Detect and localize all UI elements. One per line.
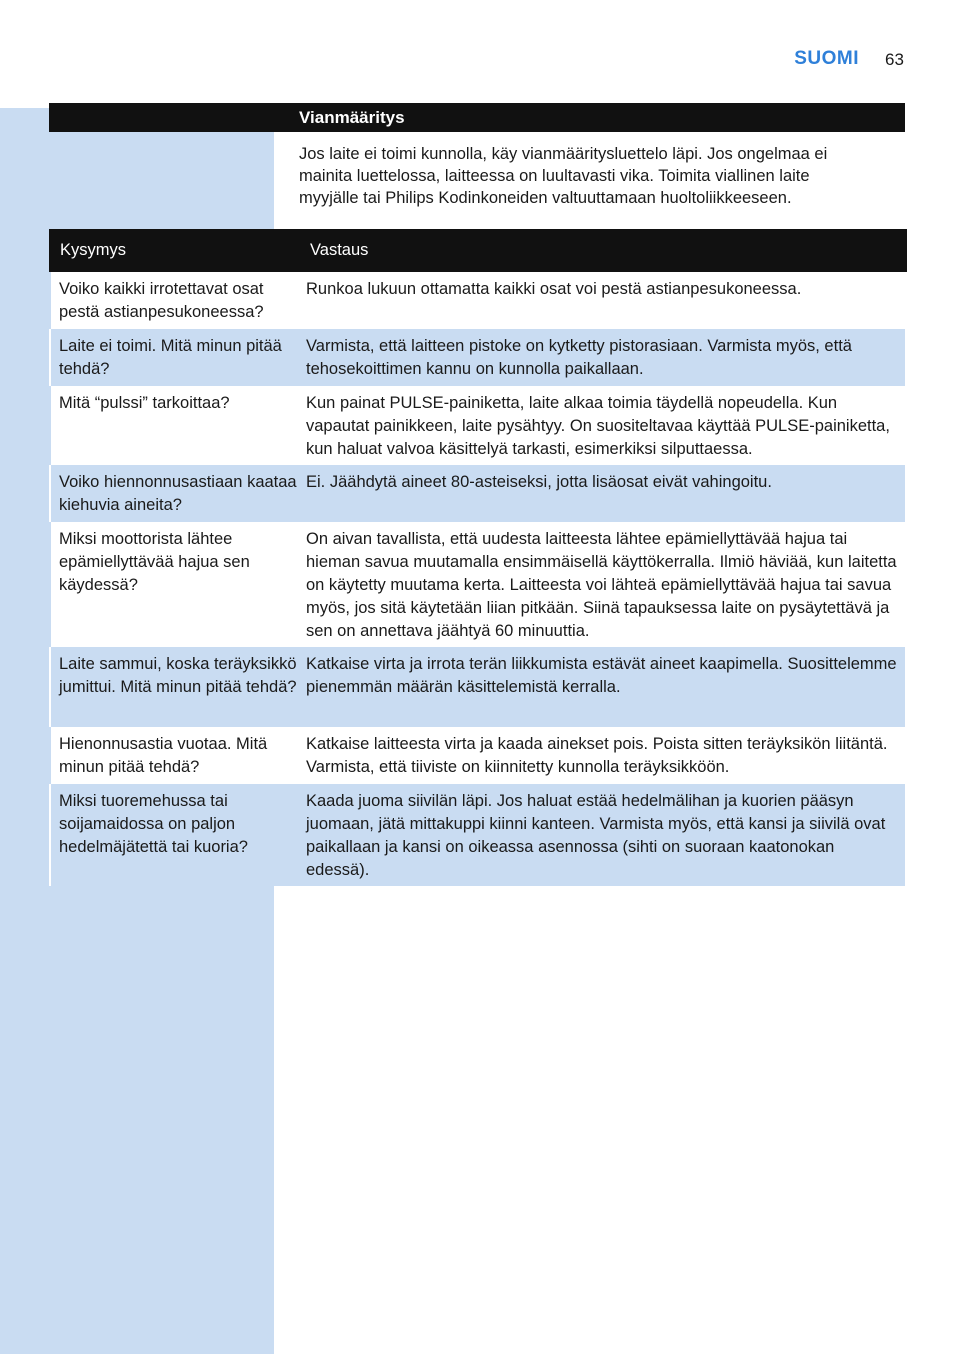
answer-cell: Varmista, että laitteen pistoke on kytketty pistorasiaan. Varmista myös, että tehosekoittimen kannu on kunnolla paikallaan. <box>306 337 852 378</box>
table-row <box>49 727 907 784</box>
table-row <box>49 647 907 727</box>
column-header-answer: Vastaus <box>310 241 369 259</box>
answer-cell: Kaada juoma siivilän läpi. Jos haluat estää hedelmälihan ja kuorien pääsyn juomaan, jätä mittakuppi kiinni kanteen. Varmista myös, että kansi ja siivilä ovat paikallaan ja kansi on oikeassa asennossa (sihti on suoraan kaatonokan edessä). <box>306 792 886 879</box>
answer-cell: Kun painat PULSE-painiketta, laite alkaa toimia täydellä nopeudella. Kun vapautat painikkeen, laite pysähtyy. On suositeltavaa käyttää PULSE-painiketta, kun haluat valvoa käsittelyä tarkasti, esimerkiksi silputtaessa. <box>306 394 890 458</box>
table-row <box>49 386 907 465</box>
question-cell: Hienonnusastia vuotaa. Mitä minun pitää tehdä? <box>59 735 268 776</box>
table-row <box>49 465 907 522</box>
answer-cell: Katkaise virta ja irrota terän liikkumista estävät aineet kaapimella. Suosittelemme pienemmän määrän käsittelemistä kerralla. <box>306 655 897 696</box>
language-label: SUOMI <box>794 48 859 69</box>
section-title-bar <box>49 103 905 132</box>
answer-cell: Ei. Jäähdytä aineet 80-asteiseksi, jotta lisäosat eivät vahingoitu. <box>306 473 772 491</box>
question-cell: Voiko hiennonnusastiaan kaataa kiehuvia aineita? <box>59 473 297 514</box>
section-title: Vianmääritys <box>299 108 405 127</box>
answer-cell: Runkoa lukuun ottamatta kaikki osat voi pestä astianpesukoneessa. <box>306 280 802 298</box>
answer-cell: On aivan tavallista, että uudesta laitteesta lähtee epämiellyttävää hajua tai hieman savua muutamalla ensimmäisellä käyttökerralla. Ilmiö häviää, kun laitetta on käytetty muutama kerta. Laitteesta voi lähteä epämiellyttävää hajua tai savua myös, jos sitä käytetään liian pitkään. Siinä tapauksessa laite on pysäytettävä ja sen on annettava jäähtyä 60 minuuttia. <box>306 530 897 640</box>
table-row <box>49 522 907 647</box>
troubleshooting-table <box>49 229 907 886</box>
table-header <box>49 229 907 272</box>
question-cell: Mitä “pulssi” tarkoittaa? <box>59 394 230 412</box>
question-cell: Miksi tuoremehussa tai soijamaidossa on paljon hedelmäjätettä tai kuoria? <box>59 792 248 856</box>
question-cell: Miksi moottorista lähtee epämiellyttävää hajua sen käydessä? <box>59 530 250 594</box>
answer-cell: Katkaise laitteesta virta ja kaada ainekset pois. Poista sitten teräyksikön liitäntä. Varmista, että tiiviste on kiinnitetty kunnolla teräyksikköön. <box>306 735 888 776</box>
table-row <box>49 272 907 329</box>
table-row <box>49 784 907 886</box>
table-row <box>49 329 907 386</box>
page-number: 63 <box>885 50 904 69</box>
question-cell: Laite ei toimi. Mitä minun pitää tehdä? <box>59 337 282 378</box>
question-cell: Voiko kaikki irrotettavat osat pestä astianpesukoneessa? <box>59 280 264 321</box>
intro-paragraph: Jos laite ei toimi kunnolla, käy vianmääritysluettelo läpi. Jos ongelmaa ei mainita luettelossa, laitteessa on luultavasti vika. Toimita viallinen laite myyjälle tai Philips Kodinkoneiden valtuuttamaan huoltoliikkeeseen. <box>299 145 828 207</box>
column-header-question: Kysymys <box>60 241 126 259</box>
question-cell: Laite sammui, koska teräyksikkö jumittui. Mitä minun pitää tehdä? <box>59 655 297 696</box>
